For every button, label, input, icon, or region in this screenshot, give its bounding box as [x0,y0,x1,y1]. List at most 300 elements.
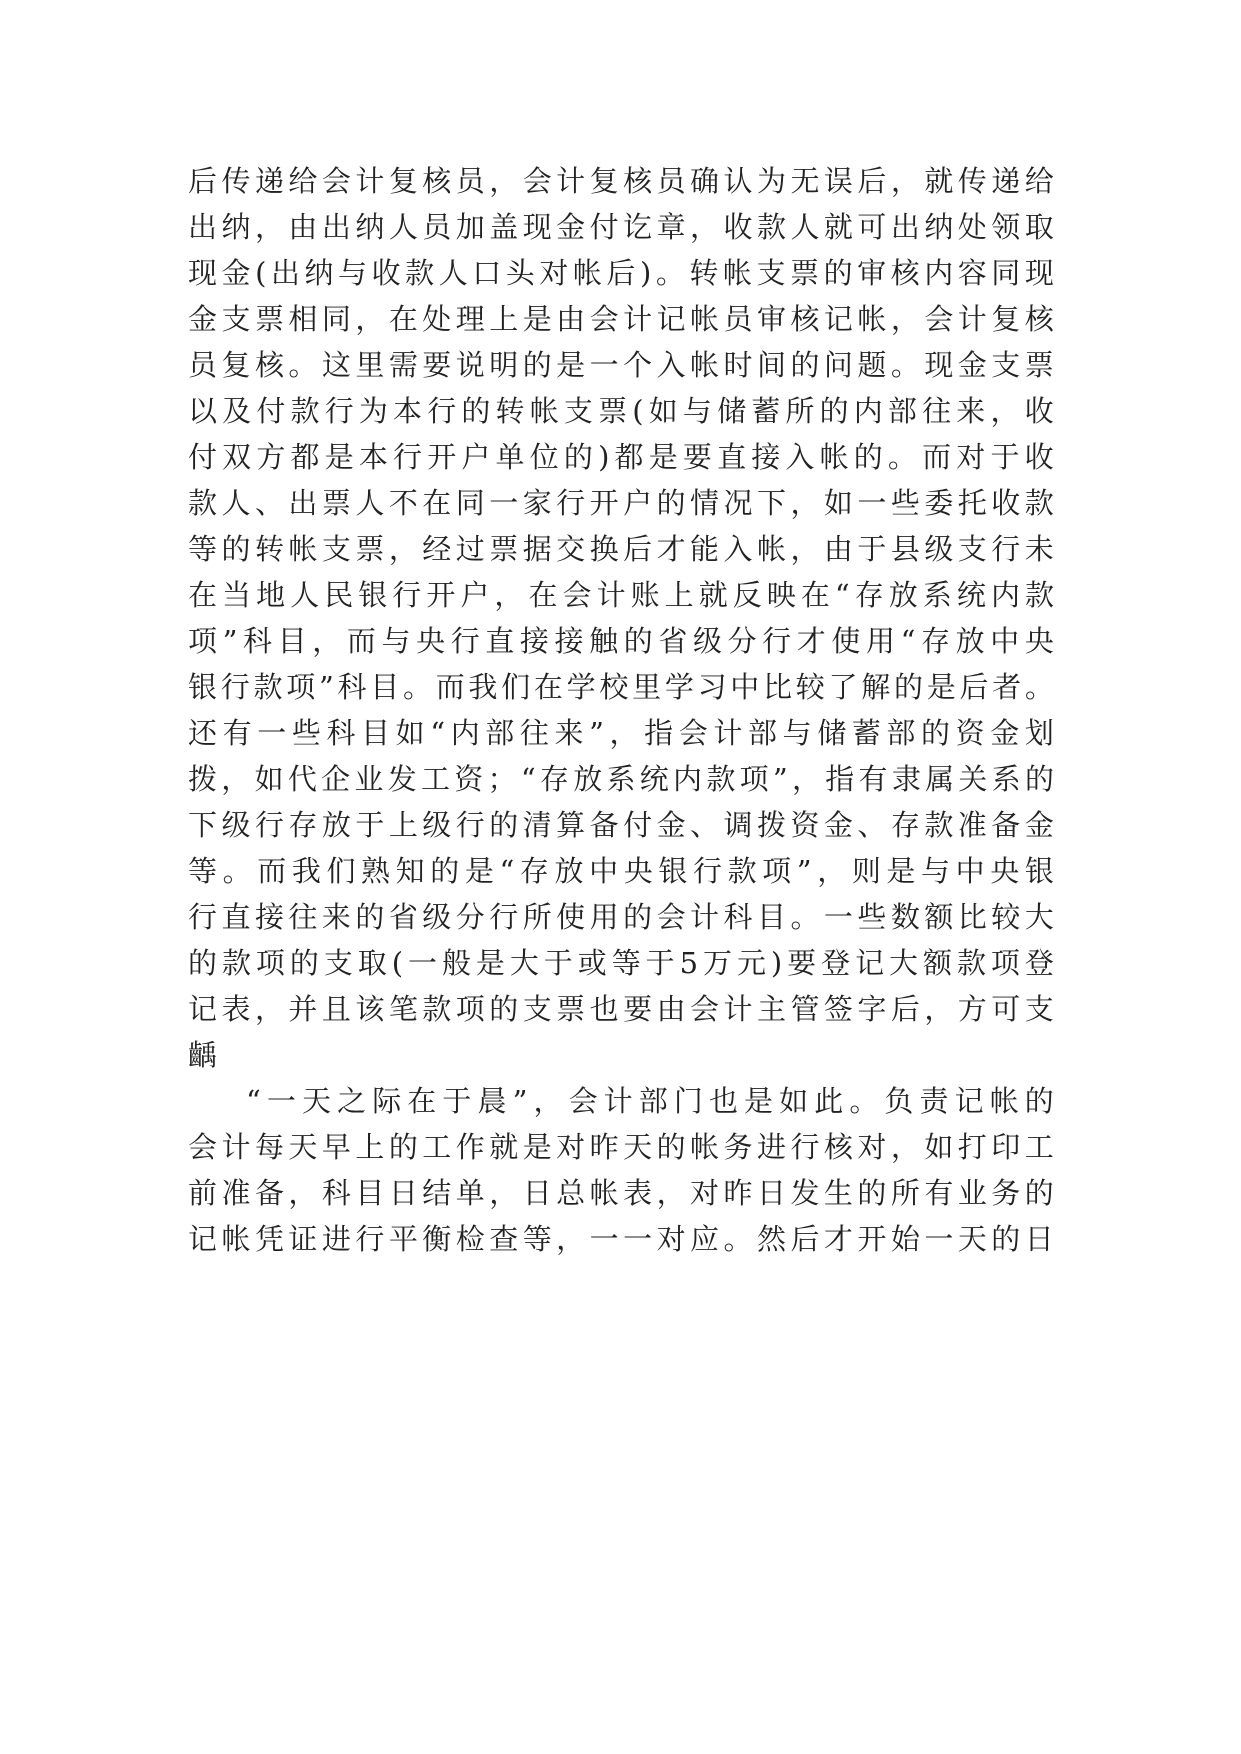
glyph: 的 [430,854,460,888]
glyph: 入 [723,532,753,566]
glyph: 由 [823,532,853,566]
glyph: 由 [656,992,686,1026]
glyph: 需 [388,348,418,382]
glyph: 取 [1024,210,1054,244]
glyph: 是 [522,1130,552,1164]
glyph: 往 [288,900,318,934]
glyph: 与 [338,256,368,290]
glyph: 付 [623,808,653,842]
glyph: ” [512,1084,528,1118]
glyph: 天 [302,1084,332,1118]
glyph: 关 [958,762,988,796]
glyph: 工 [422,1130,452,1164]
glyph: 隶 [891,762,921,796]
glyph: 。 [402,670,432,704]
glyph: 登 [1024,946,1054,980]
glyph: 地 [256,578,286,612]
glyph: 核 [890,256,920,290]
glyph: 较 [795,670,825,704]
glyph: 资 [955,716,985,750]
glyph: 接 [519,624,549,658]
glyph: 在 [407,1084,437,1118]
glyph: 一 [623,1222,653,1256]
glyph: 款 [956,946,986,980]
glyph: 帐 [722,256,752,290]
glyph: 与 [782,716,812,750]
glyph: 级 [692,624,722,658]
glyph: 计 [596,578,626,612]
text-line [188,1032,1054,1078]
glyph: 门 [673,1084,703,1118]
glyph: 作 [455,1130,485,1164]
glyph: 确 [690,164,720,198]
glyph: 的 [461,394,491,428]
glyph: 。 [288,348,318,382]
glyph: 支 [321,532,351,566]
glyph: 金 [990,716,1020,750]
glyph: 些 [857,900,887,934]
glyph: 人 [438,256,468,290]
glyph: 于 [442,1084,472,1118]
glyph: 下 [756,486,786,520]
glyph: 都 [290,440,320,474]
glyph: 往 [922,394,952,428]
glyph: 经 [422,532,452,566]
glyph: 行 [790,1130,820,1164]
glyph: 一 [589,348,619,382]
glyph: 部 [747,716,777,750]
glyph: 付 [589,210,619,244]
glyph: 头 [505,256,535,290]
glyph: 如 [254,762,284,796]
glyph: 行 [450,624,480,658]
glyph: 等 [188,854,218,888]
glyph: 内 [853,394,883,428]
glyph: 付 [256,394,286,428]
glyph: ， [489,1176,519,1210]
glyph: 字 [857,992,887,1026]
glyph: 的 [623,900,653,934]
glyph: 日 [756,1176,786,1210]
glyph: 有 [924,1176,954,1210]
glyph: 对 [656,1222,686,1256]
glyph: 一 [266,1084,296,1118]
glyph: 会 [678,716,708,750]
glyph: 这 [321,348,351,382]
glyph: 放 [955,624,985,658]
glyph: 行 [324,394,354,428]
glyph: 比 [957,900,987,934]
glyph: ， [254,992,284,1026]
glyph: 要 [682,440,712,474]
glyph: 传 [221,164,251,198]
text-line [188,158,1054,204]
glyph: 行 [489,900,519,934]
glyph: 调 [723,808,753,842]
glyph: 的 [489,808,519,842]
glyph: 员 [723,302,753,336]
glyph: 明 [489,348,519,382]
glyph: 务 [723,1130,753,1164]
glyph: 后 [890,992,920,1026]
glyph: 省 [658,624,688,658]
glyph: 存 [288,808,318,842]
glyph: 同 [321,302,351,336]
glyph: ， [556,1222,586,1256]
glyph: 银 [1024,854,1054,888]
glyph: 行 [393,440,423,474]
glyph: 会 [690,992,720,1026]
glyph: 业 [957,1176,987,1210]
glyph: 现 [522,210,552,244]
glyph: 的 [563,440,593,474]
glyph: 容 [957,256,987,290]
glyph: 。 [790,900,820,934]
glyph: 账 [630,578,660,612]
glyph: 人 [355,486,385,520]
glyph: 为 [756,164,786,198]
glyph: 习 [697,670,727,704]
glyph: ( [391,946,404,980]
glyph: 民 [324,578,354,612]
glyph: 一 [924,1222,954,1256]
glyph: 内 [990,578,1020,612]
glyph: 于 [355,808,385,842]
glyph: “ [520,762,536,796]
glyph: 金 [1024,808,1054,842]
glyph: 目 [277,624,307,658]
glyph: 本 [393,394,423,428]
glyph: 审 [756,302,786,336]
glyph: 分 [455,900,485,934]
glyph: 统 [956,578,986,612]
glyph: 户 [623,486,653,520]
glyph: 签 [823,992,853,1026]
glyph: 放 [554,854,584,888]
glyph: 查 [489,1222,519,1256]
glyph: 放 [321,808,351,842]
text-line [188,342,1054,388]
glyph: 。 [890,348,920,382]
glyph: 准 [221,1176,251,1210]
text-line [188,480,1054,526]
glyph: 也 [589,992,619,1026]
glyph: 票 [790,256,820,290]
glyph: 会 [321,164,351,198]
glyph: “ [246,1084,261,1118]
glyph: 现 [1024,256,1054,290]
glyph: 计 [603,1084,633,1118]
glyph: 发 [790,1176,820,1210]
glyph: 科 [723,900,753,934]
glyph: 内 [450,716,480,750]
glyph: ) [770,946,783,980]
glyph: ” [796,854,812,888]
glyph: 纳 [221,210,251,244]
glyph: 在 [422,486,452,520]
glyph: 科 [321,1176,351,1210]
glyph: 支 [957,532,987,566]
glyph: 要 [623,992,653,1026]
glyph: 户 [460,578,490,612]
glyph: 系 [606,762,636,796]
glyph: 且 [321,992,351,1026]
glyph: 往 [519,716,549,750]
glyph: 央 [990,854,1020,888]
glyph: 对 [539,256,569,290]
glyph: 际 [372,1084,402,1118]
glyph: 核 [254,348,284,382]
glyph: 支 [756,256,786,290]
glyph: 转 [254,532,284,566]
glyph: 始 [890,1222,920,1256]
glyph: 方 [957,992,987,1026]
glyph: 个 [623,348,653,382]
glyph: 相 [288,302,318,336]
glyph: 工 [1024,1130,1054,1164]
glyph: 的 [623,624,653,658]
text-line [188,296,1054,342]
glyph: 如 [395,716,425,750]
glyph: 目 [756,900,786,934]
glyph: 入 [785,440,815,474]
glyph: 现 [924,348,954,382]
glyph: 或 [577,946,607,980]
line-text: 齲 [188,1038,218,1072]
glyph: 与 [921,854,951,888]
glyph: 于 [990,440,1020,474]
glyph: 行 [355,1222,385,1256]
glyph: 的 [289,946,319,980]
glyph: 而 [346,624,376,658]
glyph: 金 [556,210,586,244]
glyph: 下 [188,808,218,842]
glyph: 拨 [756,808,786,842]
glyph: 交 [556,532,586,566]
glyph: 票 [489,532,519,566]
paragraph-start-line [188,1078,1054,1124]
glyph: 央 [623,854,653,888]
glyph: 。 [1024,670,1054,704]
glyph: 纳 [304,256,334,290]
glyph: ， [609,716,639,750]
glyph: 的 [355,900,385,934]
glyph: 一 [823,900,853,934]
glyph: 票 [598,394,628,428]
glyph: 早 [321,1130,351,1164]
glyph: 般 [441,946,471,980]
glyph: 项 [739,762,769,796]
glyph: 复 [388,164,418,198]
glyph: 的 [921,716,951,750]
glyph: 才 [796,624,826,658]
glyph: 于 [645,946,675,980]
glyph: 直 [221,900,251,934]
glyph: 帐 [288,532,318,566]
glyph: 管 [790,992,820,1026]
glyph: 支 [991,348,1021,382]
text-line [188,526,1054,572]
glyph: 蓄 [851,716,881,750]
glyph: 计 [221,1130,251,1164]
glyph: ， [494,578,524,612]
glyph: 如 [924,1130,954,1164]
glyph: 登 [821,946,851,980]
glyph: “ [430,716,446,750]
glyph: 款 [188,486,218,520]
glyph: 额 [922,946,952,980]
glyph: 然 [756,1222,786,1256]
glyph: ， [924,992,954,1026]
glyph: 在 [533,670,563,704]
glyph: 情 [690,486,720,520]
glyph: 付 [188,440,218,474]
glyph: 转 [689,256,719,290]
glyph: 行 [427,394,457,428]
glyph: 开 [857,1222,887,1256]
glyph: 们 [501,670,531,704]
glyph: 会 [188,1130,218,1164]
glyph: 用 [589,900,619,934]
glyph: 家 [522,486,552,520]
glyph: 内 [673,762,703,796]
glyph: 准 [957,808,987,842]
glyph: 务 [991,1176,1021,1210]
glyph: 是 [522,302,552,336]
glyph: 项 [286,670,316,704]
glyph: ” [222,624,238,658]
glyph: 给 [1024,164,1054,198]
glyph: 上 [388,808,418,842]
glyph: 总 [556,1176,586,1210]
glyph: 存 [519,854,549,888]
glyph: 。 [723,1222,753,1256]
glyph: 在 [188,578,218,612]
glyph: 行 [220,670,250,704]
glyph: 开 [426,578,456,612]
glyph: 款 [1024,486,1054,520]
glyph: ” [772,762,788,796]
glyph: 核 [790,302,820,336]
glyph: 一 [407,946,437,980]
glyph: 纳 [355,210,385,244]
glyph: 级 [221,808,251,842]
glyph: 等 [188,532,218,566]
glyph: 对 [857,1130,887,1164]
glyph: 属 [925,762,955,796]
glyph: 会 [656,900,686,934]
glyph: 人 [221,486,251,520]
glyph: 可 [857,210,887,244]
glyph: ， [221,762,251,796]
glyph: 表 [221,992,251,1026]
glyph: 解 [861,670,891,704]
glyph: ， [890,1130,920,1164]
glyph: 可 [991,992,1021,1026]
glyph: 金 [957,348,987,382]
glyph: 天 [957,1222,987,1256]
glyph: 部 [886,716,916,750]
glyph: 复 [589,164,619,198]
glyph: 误 [823,164,853,198]
glyph: 一 [489,486,519,520]
glyph: ” [589,716,604,750]
glyph: 金 [656,808,686,842]
glyph: 数 [890,900,920,934]
glyph: 了 [828,670,858,704]
glyph: 要 [422,348,452,382]
glyph: 帐 [529,394,559,428]
text-line [188,756,1054,802]
glyph: 检 [455,1222,485,1256]
glyph: 款 [1024,578,1054,612]
glyph: 前 [188,1176,218,1210]
glyph: 等 [611,946,641,980]
glyph: 发 [387,762,417,796]
glyph: 人 [388,210,418,244]
glyph: ， [288,1176,318,1210]
glyph: 行 [455,808,485,842]
glyph: 款 [221,946,251,980]
glyph: 反 [732,578,762,612]
glyph: 就 [924,164,954,198]
glyph: 帐 [857,302,887,336]
glyph: 生 [823,1176,853,1210]
text-line [188,250,1054,296]
glyph: 款 [727,854,757,888]
glyph: ( [632,394,644,428]
glyph: 说 [455,348,485,382]
glyph: 接 [554,624,584,658]
glyph: 省 [388,900,418,934]
glyph: 记 [188,992,218,1026]
glyph: 一 [857,486,887,520]
glyph: 并 [288,992,318,1026]
glyph: 在 [388,302,418,336]
glyph: 里 [632,670,662,704]
glyph: 天 [288,1130,318,1164]
glyph: 人 [290,578,320,612]
glyph: 项 [188,624,218,658]
glyph: 科 [337,670,367,704]
glyph: 的 [1024,1084,1054,1118]
glyph: 直 [485,624,515,658]
glyph: 中 [955,854,985,888]
text-line [188,802,1054,848]
glyph: 5 [679,946,699,980]
glyph: 核 [623,164,653,198]
glyph: 项 [455,992,485,1026]
glyph: 来 [321,900,351,934]
glyph: 会 [568,1084,598,1118]
glyph: 负 [884,1084,914,1118]
glyph: 款 [405,256,435,290]
text-line [188,664,1054,710]
glyph: 收 [371,256,401,290]
glyph: 的 [489,992,519,1026]
glyph: 表 [623,1176,653,1210]
glyph: 中 [990,624,1020,658]
glyph: 单 [495,440,525,474]
glyph: 票 [1024,348,1054,382]
glyph: 者 [992,670,1022,704]
glyph: 指 [644,716,674,750]
glyph: 的 [522,348,552,382]
glyph: 记 [188,1222,218,1256]
glyph: 责 [919,1084,949,1118]
glyph: 部 [887,394,917,428]
glyph: 行 [392,578,422,612]
